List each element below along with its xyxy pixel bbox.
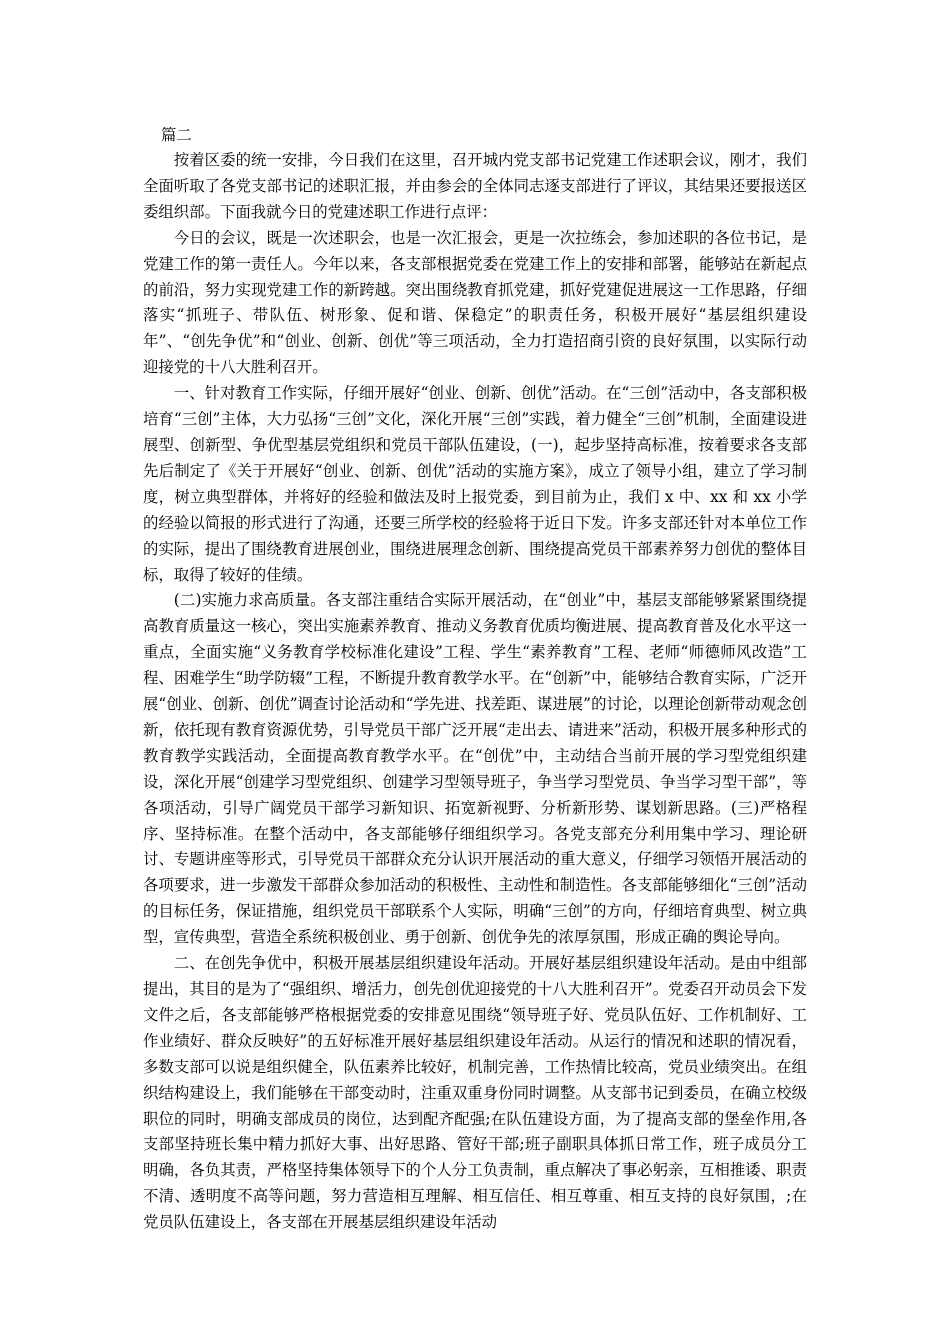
paragraph-overview: 今日的会议，既是一次述职会，也是一次汇报会，更是一次拉练会，参加述职的各位书记，是党建工作的第一责任人。今年以来，各支部根据党委在党建工作上的安排和部署，能够站在新起点的前沿，努力实现党建工作的新跨越。突出围绕教育抓党建，抓好党建促进展这一工作思路，仔细落实“抓班子、带队伍、树形象、促和谐、保稳定”的职责任务，积极开展好“基层组织建设年”、“创先争优”和“创业、创新、创优”等三项活动，全力打造招商引资的良好氛围，以实际行动迎接党的十八大胜利召开。: [143, 228, 807, 377]
paragraph-section-one-part-two: (二)实施力求高质量。各支部注重结合实际开展活动，在“创业”中，基层支部能够紧紧围绕提高教育质量这一核心，突出实施素养教育、推动义务教育优质均衡进展、提高教育普及化水平这一重点，全面实施“义务教育学校标准化建设”工程、学生“素养教育”工程、老师“师德师风改造”工程、困难学生“助学防辍”工程，不断提升教育教学水平。在“创新”中，能够结合教育实际，广泛开展“创业、创新、创优”调查讨论活动和“学先进、找差距、谋进展”的讨论，以理论创新带动观念创新，依托现有教育资源优势，引导党员干部广泛开展“走出去、请进来”活动，积极开展多种形式的教育教学实践活动，全面提高教育教学水平。在“创优”中，主动结合当前开展的学习型党组织建设，深化开展“创建学习型党组织、创建学习型领导班子，争当学习型党员、争当学习型干部”，等各项活动，引导广阔党员干部学习新知识、拓宽新视野、分析新形势、谋划新思路。(三)严格程序、坚持标准。在整个活动中，各支部能够仔细组织学习。各党支部充分利用集中学习、理论研讨、专题讲座等形式，引导党员干部群众充分认识开展活动的重大意义，仔细学习领悟开展活动的各项要求，进一步激发干部群众参加活动的积极性、主动性和制造性。各支部能够细化“三创”活动的目标任务，保证措施，组织党员干部联系个人实际，明确“三创”的方向，仔细培育典型、树立典型，宣传典型，营造全系统积极创业、勇于创新、创优争先的浓厚氛围，形成正确的舆论导向。: [143, 591, 807, 947]
section-label: 篇二: [161, 126, 192, 144]
paragraph-section-one: 一、针对教育工作实际，仔细开展好“创业、创新、创优”活动。在“三创”活动中，各支部积极培育“三创”主体，大力弘扬“三创”文化，深化开展“三创”实践，着力健全“三创”机制，全面建设进展型、创新型、争优型基层党组织和党员干部队伍建设，(一)，起步坚持高标准，按着要求各支部先后制定了《关于开展好“创业、创新、创优”活动的实施方案》，成立了领导小组，建立了学习制度，树立典型群体，并将好的经验和做法及时上报党委，到目前为止，我们 x 中、xx 和 xx 小学的经验以简报的形式进行了沟通，还要三所学校的经验将于近日下发。许多支部还针对本单位工作的实际，提出了围绕教育进展创业，围绕进展理念创新、围绕提高党员干部素养努力创优的整体目标，取得了较好的佳绩。: [143, 384, 807, 584]
document-body: [143, 122, 807, 1236]
paragraph-section-two: 二、在创先争优中，积极开展基层组织建设年活动。开展好基层组织建设年活动。是由中组部提出，其目的是为了“强组织、增活力，创先创优迎接党的十八大胜利召开”。党委召开动员会下发文件之后，各支部能够严格根据党委的安排意见围绕“领导班子好、党员队伍好、工作机制好、工作业绩好、群众反映好”的五好标准开展好基层组织建设年活动。从运行的情况和述职的情况看，多数支部可以说是组织健全，队伍素养比较好，机制完善，工作热情比较高，党员业绩突出。在组织结构建设上，我们能够在干部变动时，注重双重身份同时调整。从支部书记到委员，在确立校级职位的同时，明确支部成员的岗位，达到配齐配强;在队伍建设方面，为了提高支部的堡垒作用,各支部坚持班长集中精力抓好大事、出好思路、管好干部;班子副职具体抓日常工作，班子成员分工明确，各负其责，严格坚持集体领导下的个人分工负责制，重点解决了事必躬亲，互相推诿、职责不清、透明度不高等问题，努力营造相互理解、相互信任、相互尊重、相互支持的良好氛围，;在党员队伍建设上，各支部在开展基层组织建设年活动: [143, 954, 807, 1232]
paragraph-intro: 按着区委的统一安排，今日我们在这里，召开城内党支部书记党建工作述职会议，刚才，我们全面听取了各党支部书记的述职汇报，并由参会的全体同志逐支部进行了评议，其结果还要报送区委组织部。下面我就今日的党建述职工作进行点评：: [143, 151, 807, 221]
